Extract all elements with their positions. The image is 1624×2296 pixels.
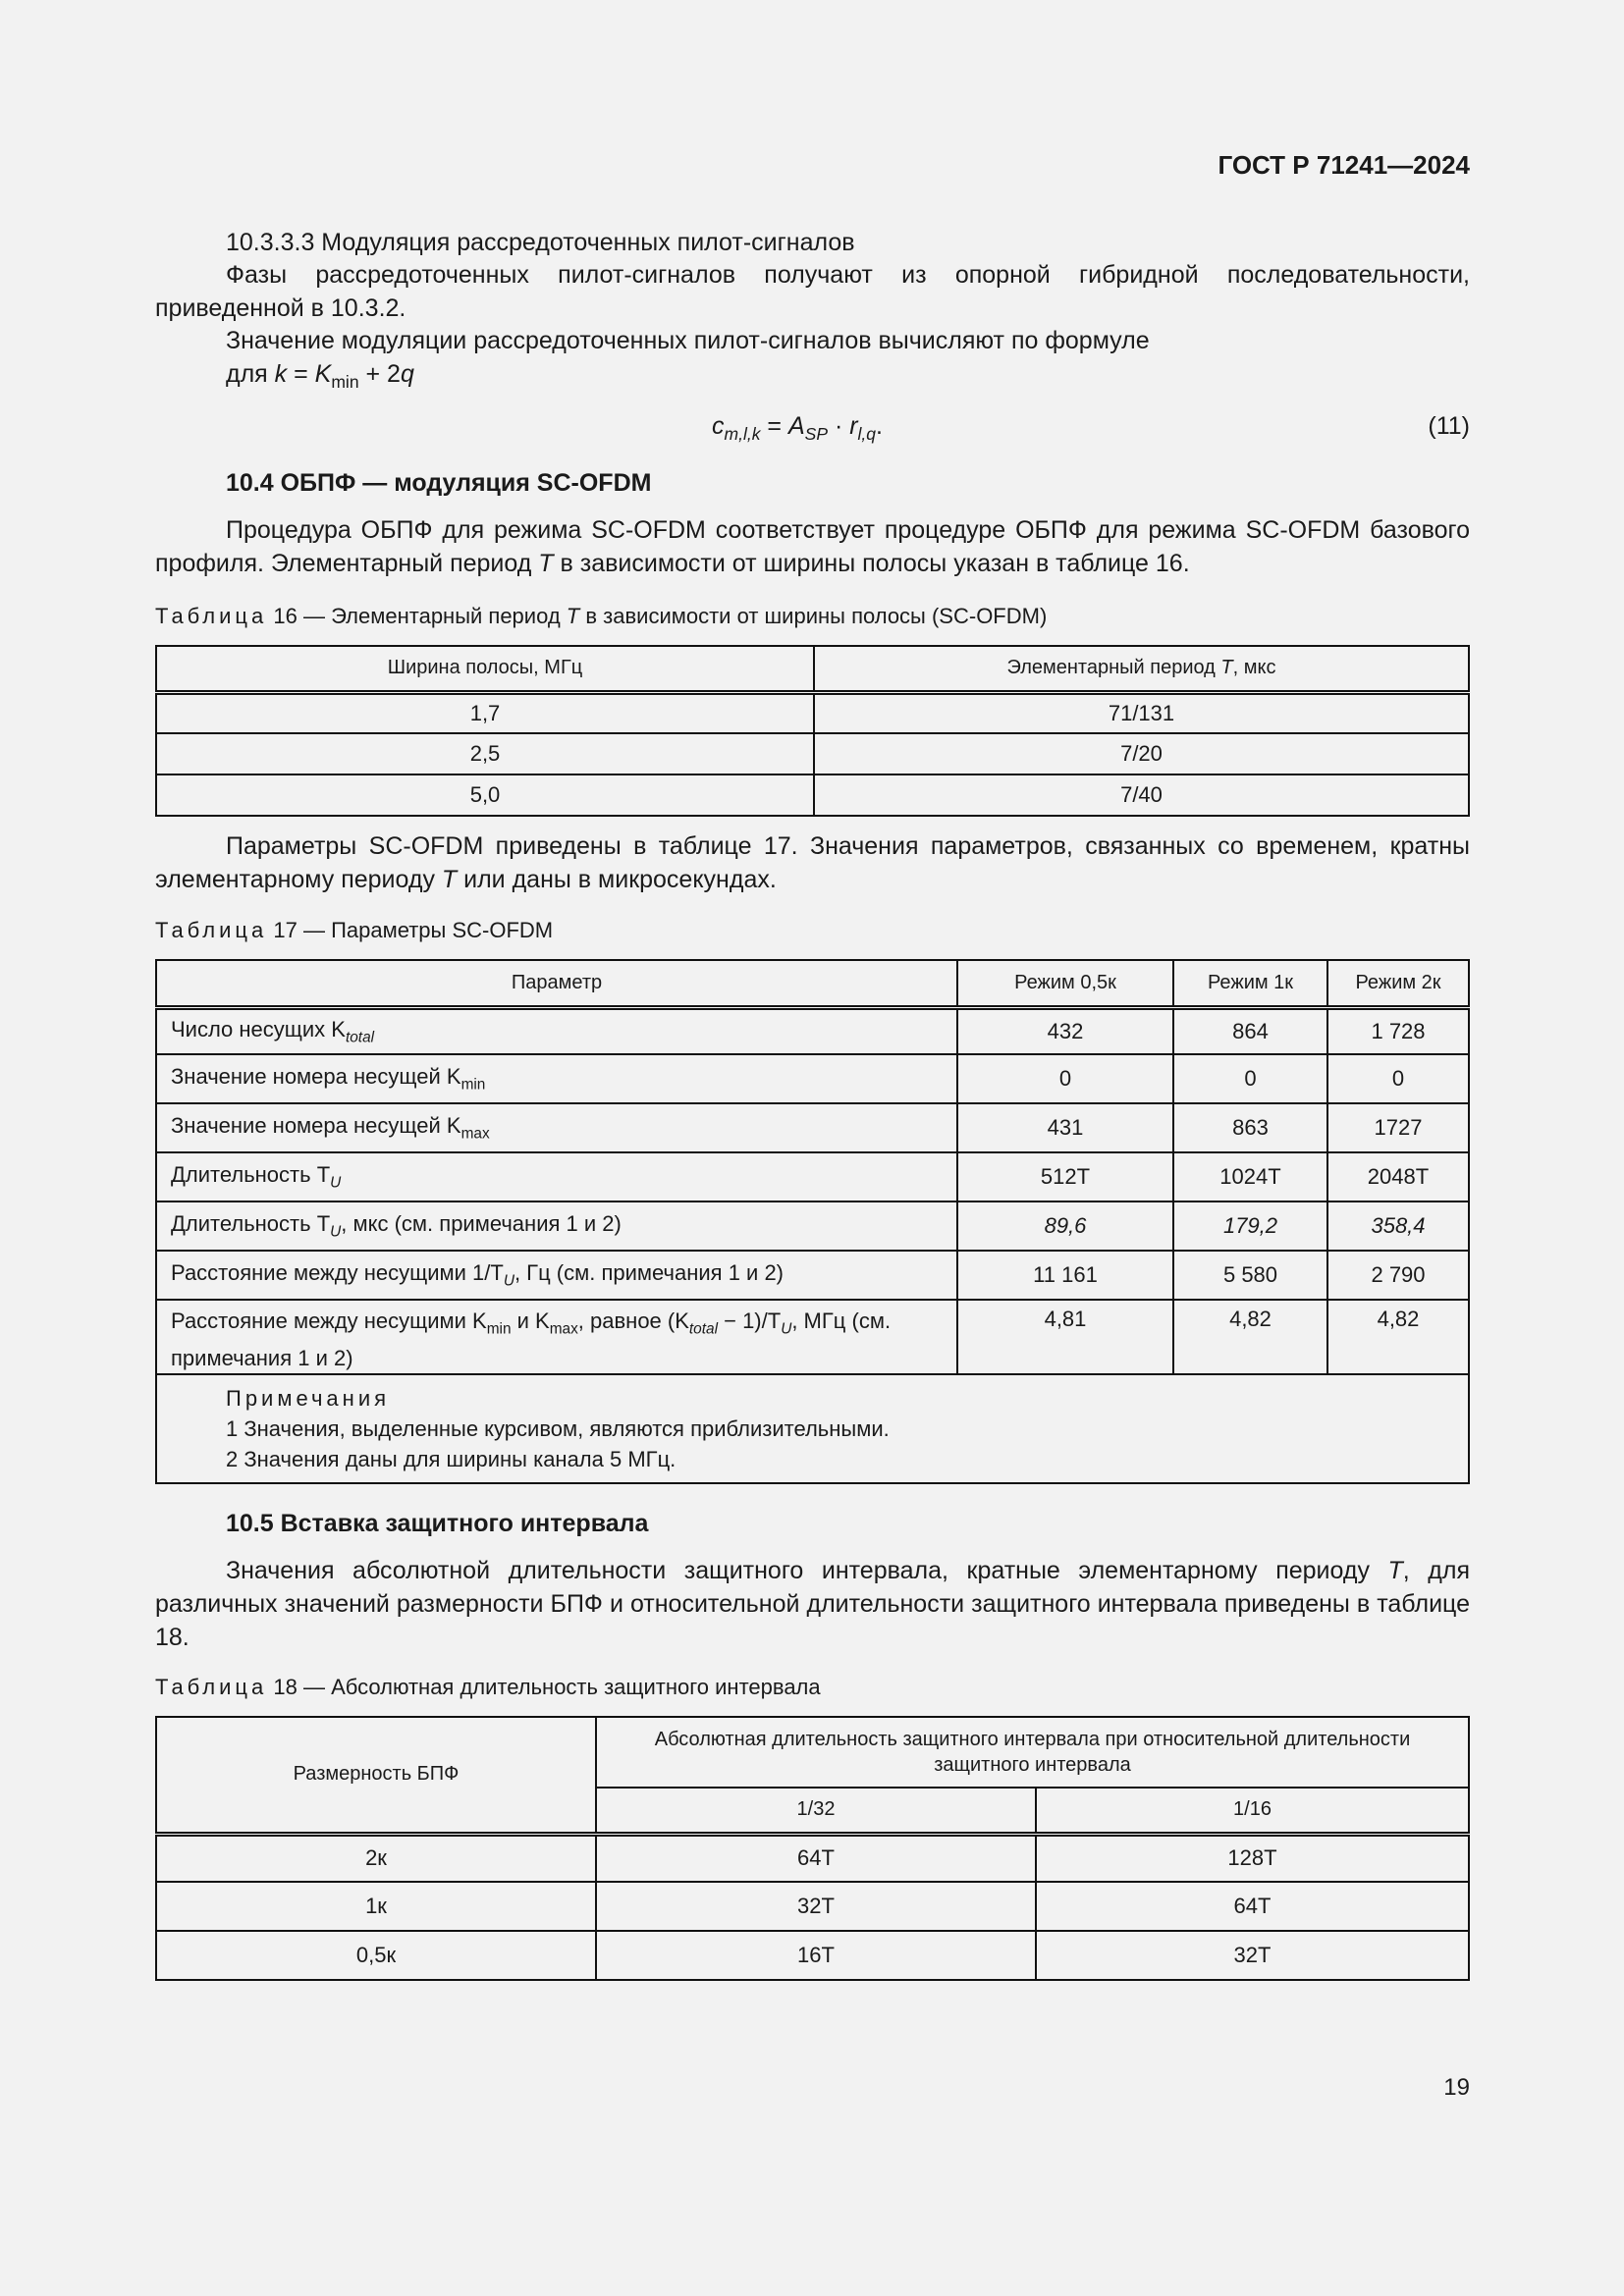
cell: 431 (957, 1103, 1173, 1152)
section-10-4-title: 10.4 ОБПФ — модуляция SC-OFDM (226, 469, 652, 497)
table-row (156, 1201, 1469, 1251)
table-row (156, 1300, 1469, 1374)
cell: 4,81 (957, 1300, 1173, 1374)
cell: 2,5 (156, 733, 814, 774)
cell: 128T (1036, 1834, 1469, 1882)
cell: Значение номера несущей $K_{max}$ (156, 1103, 957, 1152)
cell: Длительность $T_U$, мкс (см. примечания 1 и 2) (156, 1201, 957, 1251)
page-number: 19 (1443, 2074, 1470, 2101)
paragraph: Процедура ОБПФ для режима SC-OFDM соответствует процедуре ОБПФ для режима SC-OFDM базового профиля. Элементарный период T в зависимости от ширины полосы указан в таблице 16. (155, 516, 1470, 577)
cell: 0,5к (156, 1931, 596, 1980)
table-row (156, 1103, 1469, 1152)
table-row (156, 733, 1469, 774)
column-group-header: Абсолютная длительность защитного интервала при относительной длительности защитного интервала (596, 1717, 1469, 1788)
cell: 1к (156, 1882, 596, 1931)
table-18 (155, 1716, 1470, 1981)
table-row (156, 1834, 1469, 1882)
cell: Расстояние между несущими $K_{min}$ и $K_{max}$, равное $(K_{total} - 1)/T_U$, МГц (см. примечания 1 и 2) (156, 1300, 957, 1374)
cell: 16T (596, 1931, 1036, 1980)
table-row (156, 1882, 1469, 1931)
table-17 (155, 959, 1470, 1484)
section-10-5-title: 10.5 Вставка защитного интервала (226, 1510, 649, 1537)
cell: 1 728 (1327, 1007, 1469, 1054)
column-header: Элементарный период T, мкс (814, 646, 1469, 692)
paragraph: Параметры SC-OFDM приведены в таблице 17. Значения параметров, связанных со временем, кратны элементарному периоду T или даны в микросекундах. (155, 832, 1470, 893)
column-header: Размерность БПФ (156, 1717, 596, 1834)
table-16 (155, 645, 1470, 817)
section-10-3-3-3-title: 10.3.3.3 Модуляция рассредоточенных пилот-сигналов (226, 229, 855, 256)
column-header: 1/32 (596, 1788, 1036, 1834)
table-row (156, 1054, 1469, 1103)
cell: 1024T (1173, 1152, 1327, 1201)
cell: 64T (1036, 1882, 1469, 1931)
cell: 7/40 (814, 774, 1469, 816)
formula-condition: для $k = K_{min} + 2q$ (226, 360, 414, 392)
cell: 432 (957, 1007, 1173, 1054)
cell: 71/131 (814, 692, 1469, 733)
column-header: Режим 1к (1173, 960, 1327, 1007)
cell: 2 790 (1327, 1251, 1469, 1300)
formula-number: (11) (1428, 412, 1470, 440)
cell: 863 (1173, 1103, 1327, 1152)
cell: 0 (957, 1054, 1173, 1103)
cell: 179,2 (1222, 1213, 1278, 1238)
table-16-caption: Таблица 16 — Элементарный период T в зависимости от ширины полосы (SC-OFDM) (155, 604, 1048, 628)
table-notes: Примечания 1 Значения, выделенные курсивом, являются приблизительными. 2 Значения даны для ширины канала 5 МГц. (156, 1374, 1469, 1483)
paragraph: Значение модуляции рассредоточенных пилот-сигналов вычисляют по формуле (226, 327, 1150, 354)
cell: 5,0 (156, 774, 814, 816)
cell: Значение номера несущей $K_{min}$ (156, 1054, 957, 1103)
cell: 1,7 (156, 692, 814, 733)
column-header: Режим 2к (1327, 960, 1469, 1007)
table-18-caption: Таблица 18 — Абсолютная длительность защитного интервала (155, 1675, 821, 1699)
cell: Число несущих $K_{total}$ (156, 1007, 957, 1054)
cell: 7/20 (814, 733, 1469, 774)
cell: 512T (957, 1152, 1173, 1201)
cell: 1727 (1327, 1103, 1469, 1152)
cell: 4,82 (1327, 1300, 1469, 1374)
paragraph: Фазы рассредоточенных пилот-сигналов получают из опорной гибридной последовательности, приведенной в 10.3.2. (155, 261, 1470, 322)
cell: 0 (1173, 1054, 1327, 1103)
formula: $c_{m,l,k} = A_{SP} \cdot r_{l,q}$. (712, 412, 883, 444)
column-header: Ширина полосы, МГц (156, 646, 814, 692)
cell: 2048T (1327, 1152, 1469, 1201)
cell: 32T (596, 1882, 1036, 1931)
cell: Длительность $T_U$ (156, 1152, 957, 1201)
cell: 11 161 (957, 1251, 1173, 1300)
paragraph: Значения абсолютной длительности защитного интервала, кратные элементарному периоду T, для различных значений размерности БПФ и относительной длительности защитного интервала приведены в таблице 18. (155, 1557, 1470, 1651)
table-row (156, 1152, 1469, 1201)
cell: 32T (1036, 1931, 1469, 1980)
cell: 864 (1173, 1007, 1327, 1054)
table-row (156, 1251, 1469, 1300)
cell: 358,4 (1371, 1213, 1426, 1238)
table-row (156, 692, 1469, 733)
column-header: 1/16 (1036, 1788, 1469, 1834)
cell: 0 (1327, 1054, 1469, 1103)
table-row (156, 1931, 1469, 1980)
column-header: Параметр (156, 960, 957, 1007)
document-id: ГОСТ Р 71241—2024 (1218, 150, 1470, 180)
cell: 4,82 (1173, 1300, 1327, 1374)
cell: 2к (156, 1834, 596, 1882)
table-17-caption: Таблица 17 — Параметры SC-OFDM (155, 918, 554, 942)
cell: 5 580 (1173, 1251, 1327, 1300)
cell: 89,6 (1044, 1213, 1087, 1238)
cell: Расстояние между несущими $1/T_U$, Гц (см. примечания 1 и 2) (156, 1251, 957, 1300)
table-row (156, 774, 1469, 816)
cell: 64T (596, 1834, 1036, 1882)
table-row (156, 1007, 1469, 1054)
column-header: Режим 0,5к (957, 960, 1173, 1007)
